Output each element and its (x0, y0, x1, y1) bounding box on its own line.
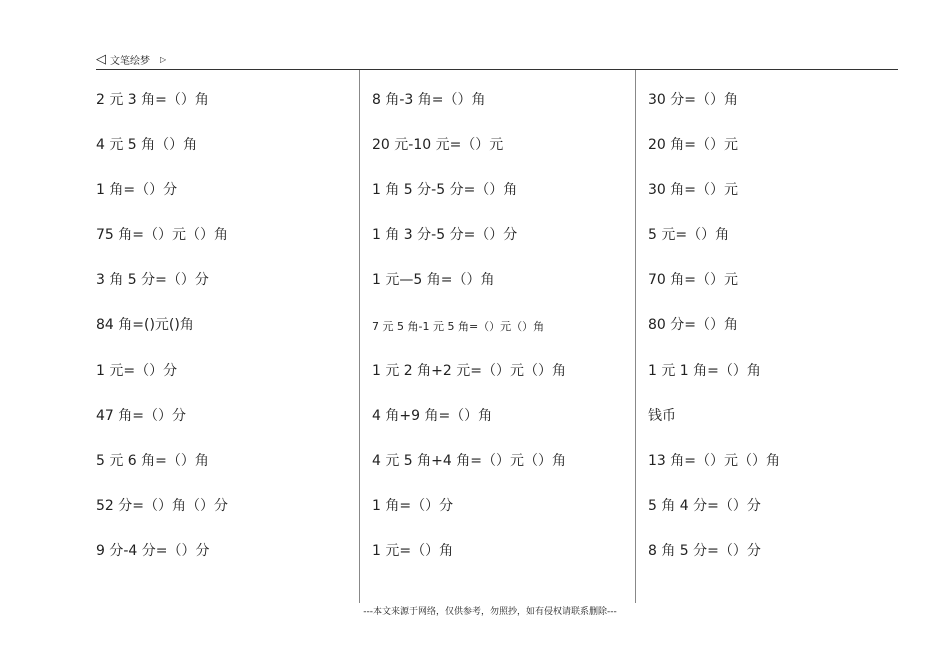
header-title: 文笔绘梦 (110, 56, 150, 67)
exercise-item: 1 元=（）分 (96, 362, 178, 379)
exercise-item: 5 元 6 角=（）角 (96, 452, 209, 469)
exercise-column-1 (96, 70, 356, 566)
exercise-item: 84 角=()元()角 (96, 317, 194, 334)
exercise-item: 5 元=（）角 (648, 227, 730, 244)
exercise-item: 1 角 3 分-5 分=（）分 (372, 227, 518, 244)
exercise-item: 13 角=（）元（）角 (648, 452, 780, 469)
exercise-item: 4 元 5 角+4 角=（）元（）角 (372, 452, 566, 469)
footer-disclaimer: ---本文来源于网络，仅供参考，勿照抄，如有侵权请联系删除--- (363, 607, 617, 617)
section-label: 钱币 (648, 407, 676, 424)
exercise-item: 5 角 4 分=（）分 (648, 497, 761, 514)
exercise-item: 1 元=（）角 (372, 542, 454, 559)
exercise-column-3 (648, 70, 908, 566)
exercise-item: 9 分-4 分=（）分 (96, 542, 210, 559)
exercise-item: 8 角 5 分=（）分 (648, 542, 761, 559)
exercise-item: 80 分=（）角 (648, 317, 738, 334)
exercise-item: 1 角=（）分 (96, 182, 178, 199)
exercise-item: 3 角 5 分=（）分 (96, 272, 209, 289)
exercise-item: 47 角=（）分 (96, 407, 186, 424)
exercise-column-2 (372, 70, 632, 566)
exercise-item: 1 元 1 角=（）角 (648, 362, 761, 379)
exercise-item: 1 元 2 角+2 元=（）元（）角 (372, 362, 566, 379)
exercise-item: 30 分=（）角 (648, 92, 738, 108)
exercise-item: 4 元 5 角（）角 (96, 137, 198, 154)
page-footer (0, 604, 950, 617)
exercise-item: 1 角 5 分-5 分=（）角 (372, 182, 518, 199)
exercise-item: 7 元 5 角-1 元 5 角=（）元（）角 (372, 320, 545, 334)
exercise-item: 4 角+9 角=（）角 (372, 407, 493, 424)
exercise-item: 1 角=（）分 (372, 497, 454, 514)
exercise-item: 52 分=（）角（）分 (96, 497, 228, 514)
exercise-item: 20 角=（）元 (648, 137, 738, 154)
triangle-left-icon: ◁ (96, 52, 106, 67)
exercise-item: 8 角-3 角=（）角 (372, 92, 486, 108)
exercise-item: 20 元-10 元=（）元 (372, 137, 504, 154)
column-divider-1 (359, 70, 360, 603)
triangle-right-icon: ▷ (160, 54, 167, 64)
exercise-item: 70 角=（）元 (648, 272, 738, 289)
column-divider-2 (635, 70, 636, 603)
exercise-item: 75 角=（）元（）角 (96, 227, 228, 244)
exercise-item: 2 元 3 角=（）角 (96, 92, 209, 108)
page-header (96, 52, 166, 67)
exercise-item: 30 角=（）元 (648, 182, 738, 199)
exercise-item: 1 元—5 角=（）角 (372, 272, 495, 289)
